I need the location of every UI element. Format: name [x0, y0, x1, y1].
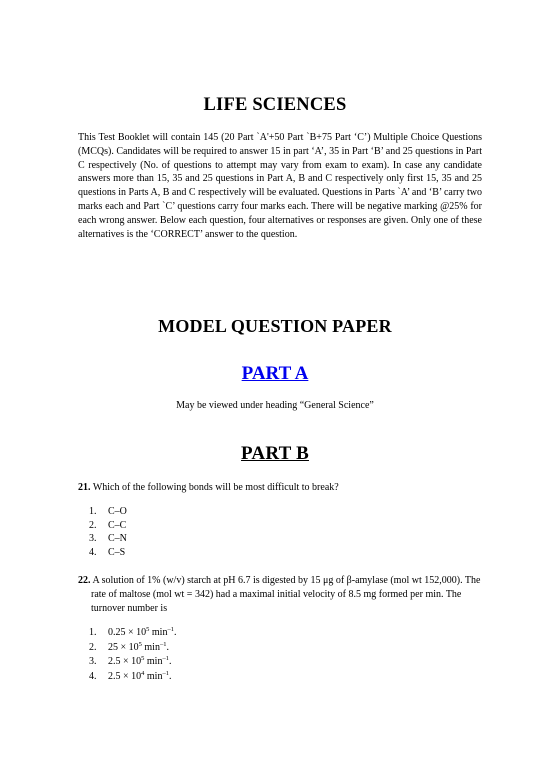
question-21: [78, 481, 482, 559]
question-body: Which of the following bonds will be most difficult to break?: [92, 482, 339, 493]
options-list: [78, 505, 482, 559]
option-item: [78, 519, 482, 533]
option-number: 4.: [89, 546, 97, 558]
option-text: $25 \times 10^5$ $\min^{-1}$.: [108, 640, 169, 653]
question-body: A solution of 1% (w/v) starch at pH 6.7 is digested by 15 μg of β-amylase (mol wt 152,000). The rate of maltose (mol wt = 342) had a maximal initial velocity of 8.5 mg formed per min. The turnover number is: [91, 575, 481, 614]
question-number: 22.: [78, 575, 91, 586]
option-number: 3.: [89, 533, 97, 544]
option-item: [78, 626, 482, 641]
option-item: [78, 655, 482, 670]
option-text: C–O: [108, 506, 127, 517]
option-item: [78, 670, 482, 685]
option-number: 2.: [89, 641, 97, 653]
option-text: C–N: [108, 533, 127, 544]
option-item: [78, 546, 482, 560]
intro-paragraph: This Test Booklet will contain 145 (20 Part `A'+50 Part `B+75 Part ‘C’) Multiple Choice Questions (MCQs). Candidates will be required to answer 15 in part ‘A’, 35 in Part ‘B’ and 25 questions in Part C respectively (No. of questions to attempt may vary from exam to exam). In case any candidate answers more than 15, 35 and 25 questions in Part A, B and C respectively only first 15, 35 and 25 questions in Parts A, B and C respectively will be evaluated. Questions in Parts `A’ and ‘B’ carry two marks each and Part `C’ questions carry four marks each. There will be negative marking @25% for each wrong answer. Below each question, four alternatives or responses are given. Only one of these alternatives is the ‘CORRECT’ answer to the question.: [78, 132, 482, 240]
option-text: C–S: [108, 546, 126, 558]
option-number: 1.: [89, 627, 97, 638]
model-question-paper-heading: MODEL QUESTION PAPER: [158, 316, 392, 336]
question-text: [78, 574, 482, 616]
question-number: 21.: [78, 482, 91, 493]
part-b-heading: PART B: [241, 443, 309, 464]
option-number: 2.: [89, 519, 97, 531]
part-a-link[interactable]: PART A: [241, 363, 309, 384]
part-a-note: May be viewed under heading “General Science”: [176, 400, 374, 411]
option-number: 3.: [89, 656, 97, 667]
page-title: LIFE SCIENCES: [203, 95, 347, 115]
option-text: $2.5 \times 10^5$ $\min^{-1}$.: [108, 655, 172, 667]
option-text: $2.5 \times 10^4$ $\min^{-1}$.: [108, 669, 172, 682]
question-text: [78, 481, 482, 495]
option-item: [78, 641, 482, 656]
option-text: $0.25 \times 10^5$ $\min^{-1}$.: [108, 626, 177, 638]
options-list: [78, 626, 482, 684]
option-item: [78, 505, 482, 519]
option-number: 1.: [89, 506, 97, 517]
option-item: [78, 532, 482, 546]
option-text: C–C: [108, 519, 127, 531]
option-number: 4.: [89, 670, 97, 682]
question-22: [78, 574, 482, 684]
